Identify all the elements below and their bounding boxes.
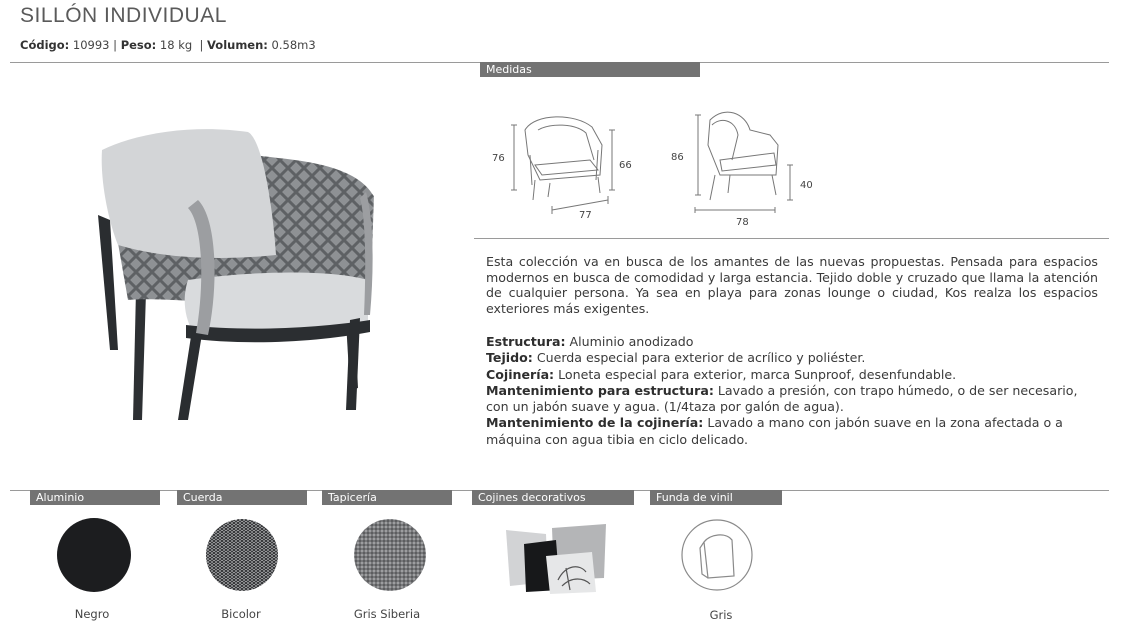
detail-cushion-maintenance: Mantenimiento de la cojinería: Lavado a mano con jabón suave en la zona afectada o a máquina con agua tibia en ciclo delicado.: [486, 415, 1063, 447]
description-divider: [474, 238, 1109, 239]
armchair-image: [88, 120, 388, 430]
material-header-funda: Funda de vinil: [650, 490, 782, 505]
front-width-label: 77: [579, 210, 592, 221]
material-header-cuerda: Cuerda: [177, 490, 307, 505]
weight-value: 18 kg: [159, 38, 193, 52]
weight-label: Peso:: [120, 38, 157, 52]
volume-label: Volumen:: [207, 38, 268, 52]
front-height-label: 76: [492, 153, 505, 164]
code-label: Código:: [20, 38, 70, 52]
swatch-negro: [57, 518, 131, 592]
material-header-tapiceria: Tapicería: [322, 490, 452, 505]
swatch-bicolor: [205, 518, 279, 592]
detail-structure: Estructura: Aluminio anodizado: [486, 334, 694, 349]
detail-cushions: Cojinería: Loneta especial para exterior, marca Sunproof, desenfundable.: [486, 366, 957, 382]
swatch-gris-siberia: [353, 518, 427, 592]
material-header-cojines: Cojines decorativos: [472, 490, 634, 505]
volume-value: 0.58m3: [271, 38, 316, 52]
product-specs: Código: 10993 | Peso: 18 kg | Volumen: 0.58m3: [20, 38, 316, 52]
decorative-cushions-image: [500, 520, 612, 596]
product-details: [486, 334, 1098, 448]
side-seat-height-label: 40: [800, 180, 813, 191]
front-seat-height-label: 66: [619, 160, 632, 171]
detail-fabric: Tejido: Cuerda especial para exterior de acrílico y poliéster.: [486, 350, 866, 366]
page-title: SILLÓN INDIVIDUAL: [20, 4, 227, 27]
material-header-aluminio: Aluminio: [30, 490, 160, 505]
swatch-label-gris: Gris: [709, 608, 733, 622]
side-depth-label: 78: [736, 217, 749, 228]
vinyl-cover-icon: [680, 518, 754, 592]
side-height-label: 86: [671, 152, 684, 163]
swatch-label-gris-siberia: Gris Siberia: [353, 607, 421, 621]
measures-header: Medidas: [480, 62, 700, 77]
product-description: Esta colección va en busca de los amantes de las nuevas propuestas. Pensada para espacios modernos en busca de comodidad y larga estancia. Tejido doble y cruzado que llama la atención de cualquier persona. Ya sea en playa para zonas lounge o ciudad, Kos realza los espacios exteriores más exigentes.: [486, 254, 1098, 316]
swatch-label-bicolor: Bicolor: [221, 607, 261, 621]
side-dimension-drawing: [690, 105, 820, 215]
code-value: 10993: [72, 38, 110, 52]
detail-structure-maintenance: Mantenimiento para estructura: Lavado a presión, con trapo húmedo, o de ser necesario, con un jabón suave y agua. (1/4taza por galón de agua).: [486, 382, 1078, 415]
front-dimension-drawing: [490, 105, 640, 225]
swatch-label-negro: Negro: [74, 607, 110, 621]
